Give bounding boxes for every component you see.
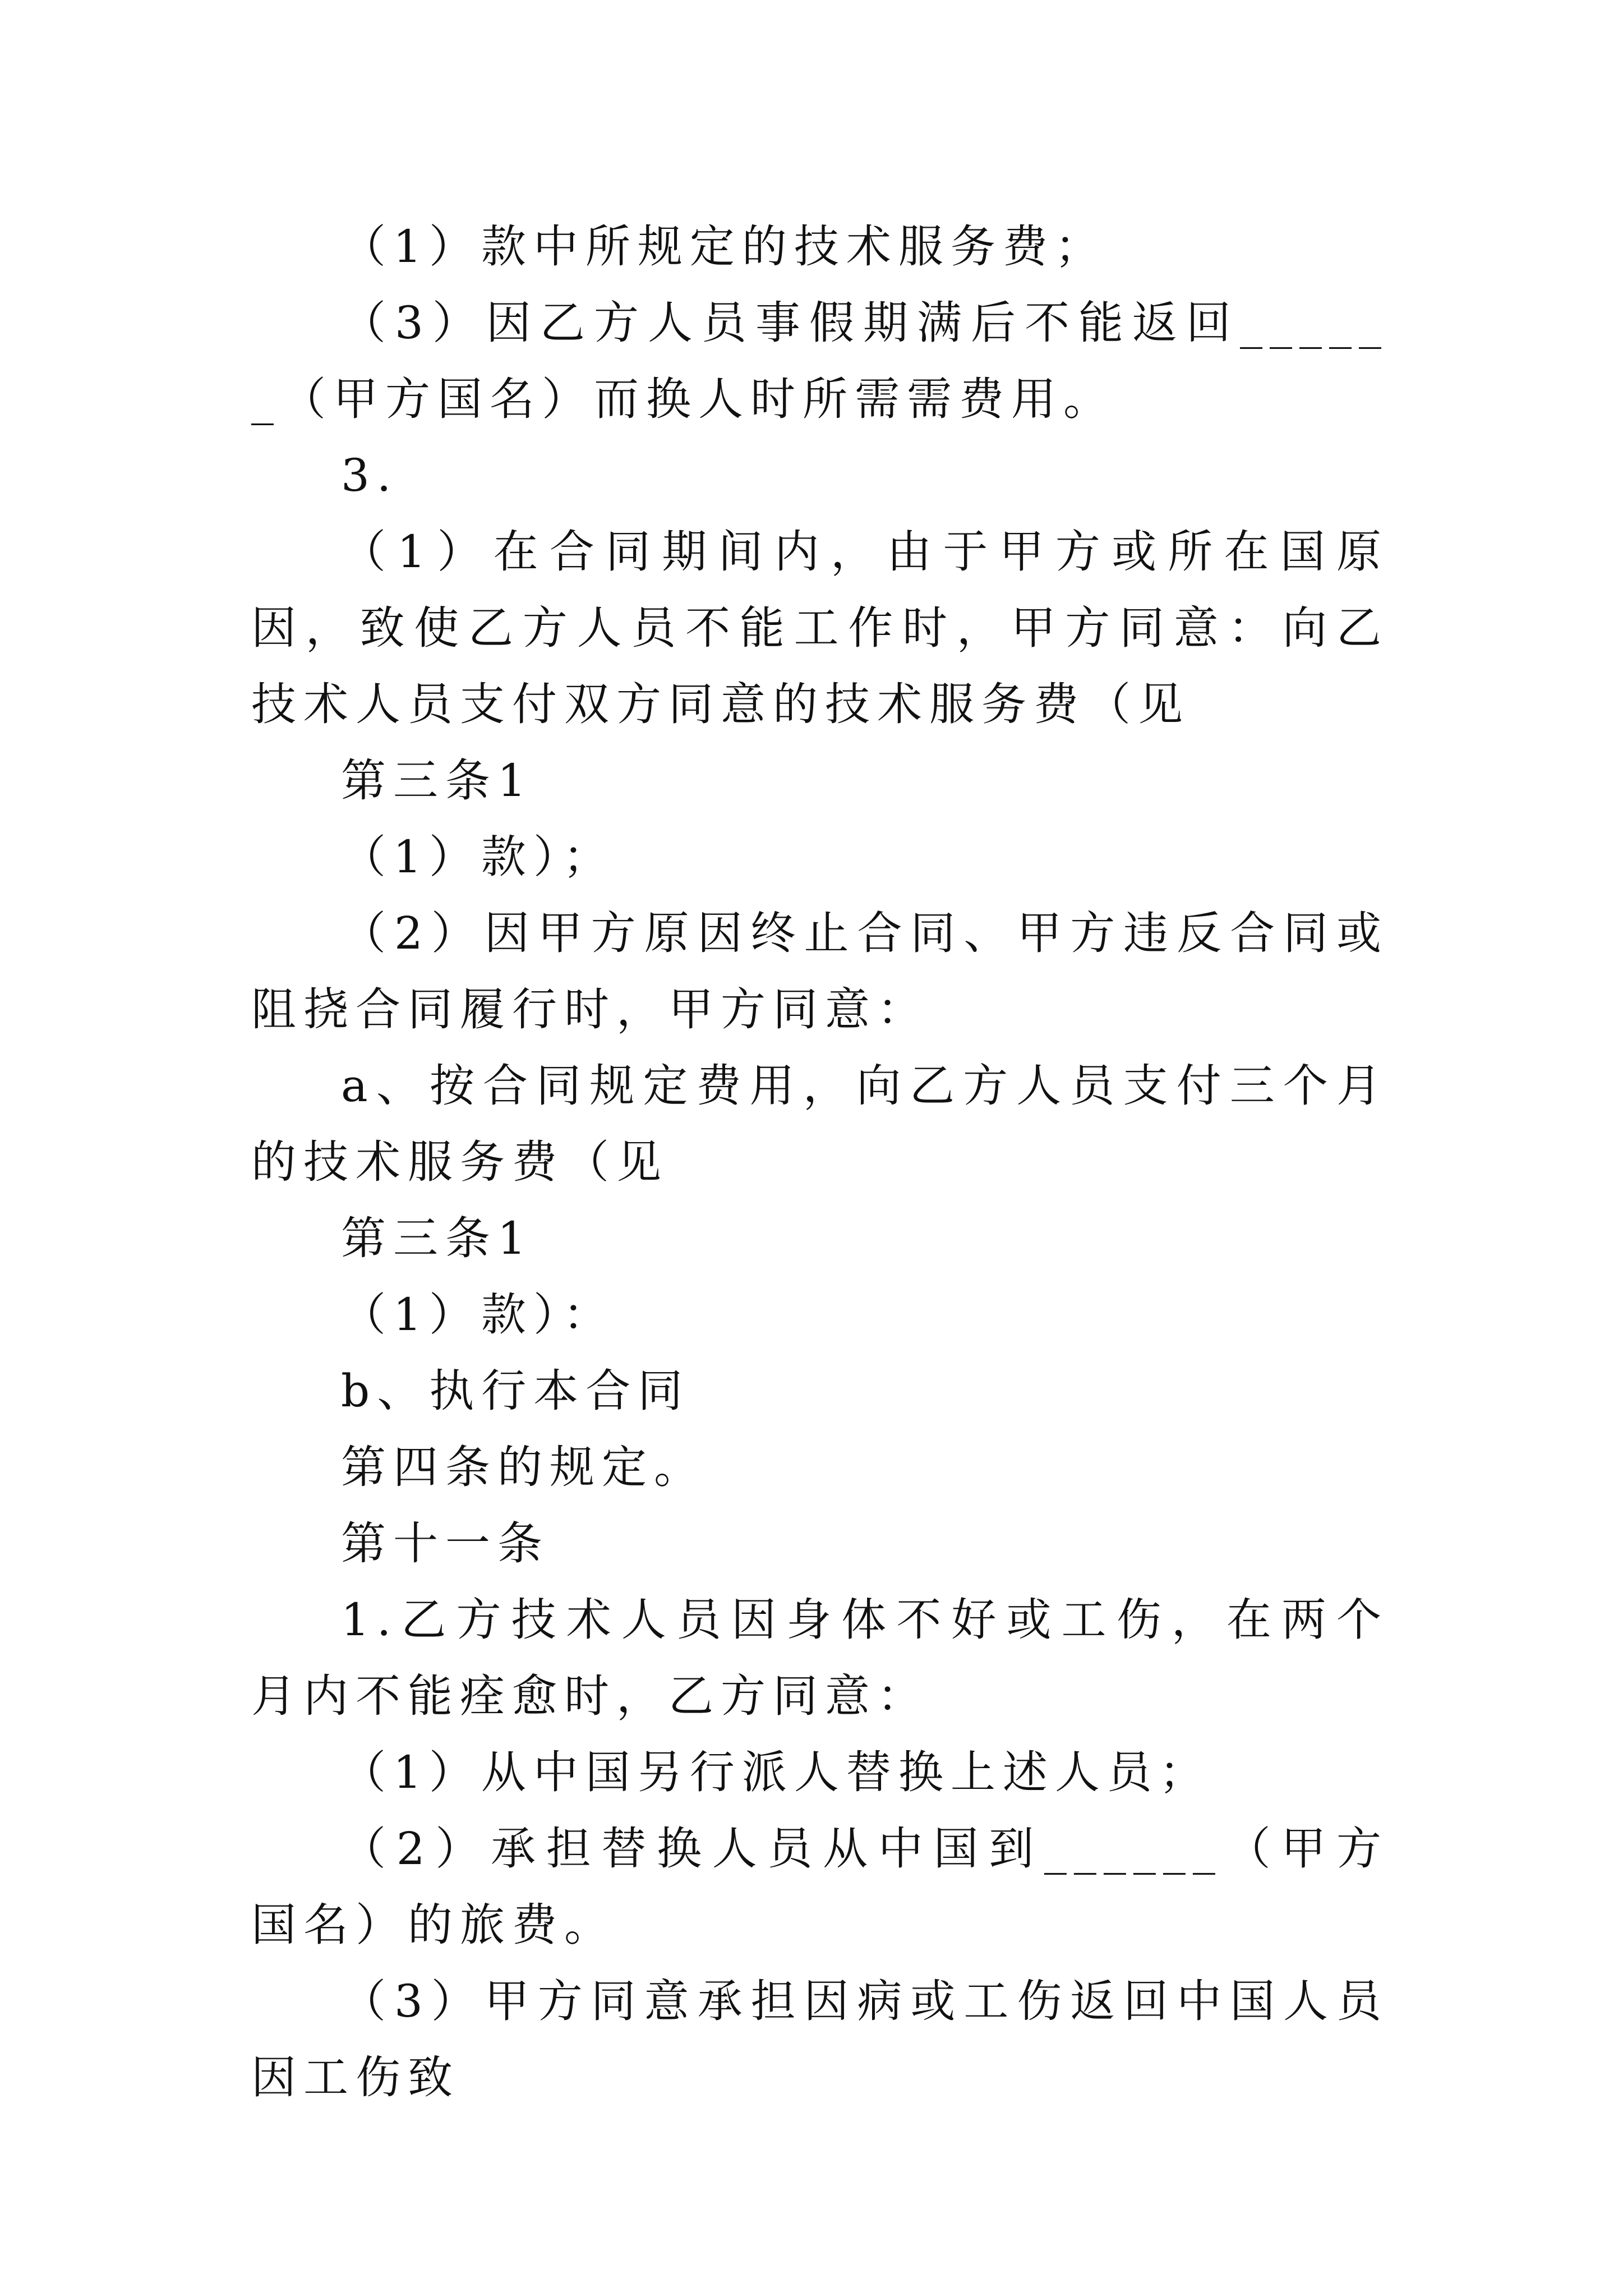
paragraph-17: （3）甲方同意承担因病或工伤返回中国人员因工伤致 bbox=[251, 1975, 1389, 2104]
paragraph-2: （3）因乙方人员事假期满后不能返回______（甲方国名）而换人时所需需费用。 bbox=[251, 297, 1389, 425]
paragraph-10: （1）款）： bbox=[341, 1289, 615, 1341]
paragraph-13: 第十一条 bbox=[341, 1517, 550, 1570]
paragraph-11: b、执行本合同 bbox=[341, 1365, 690, 1417]
paragraph-4: （1）在合同期间内，由于甲方或所在国原因，致使乙方人员不能工作时，甲方同意：向乙技术人员支付双方同意的技术服务费（见 bbox=[251, 526, 1389, 730]
document-body bbox=[251, 209, 1389, 2116]
paragraph-3: 3. bbox=[341, 449, 399, 501]
paragraph-6: （1）款）； bbox=[341, 831, 615, 883]
paragraph-14: 1.乙方技术人员因身体不好或工伤，在两个月内不能痊愈时，乙方同意： bbox=[251, 1594, 1389, 1722]
paragraph-16: （2）承担替换人员从中国到______（甲方国名）的旅费。 bbox=[251, 1823, 1389, 1951]
paragraph-7: （2）因甲方原因终止合同、甲方违反合同或阻挠合同履行时，甲方同意： bbox=[251, 907, 1389, 1036]
paragraph-8: a、按合同规定费用，向乙方人员支付三个月的技术服务费（见 bbox=[251, 1060, 1389, 1188]
paragraph-5: 第三条1 bbox=[341, 754, 533, 807]
paragraph-15: （1）从中国另行派人替换上述人员； bbox=[341, 1746, 1211, 1798]
paragraph-1: （1）款中所规定的技术服务费； bbox=[341, 220, 1107, 273]
paragraph-12: 第四条的规定。 bbox=[341, 1441, 706, 1493]
paragraph-9: 第三条1 bbox=[341, 1212, 533, 1264]
